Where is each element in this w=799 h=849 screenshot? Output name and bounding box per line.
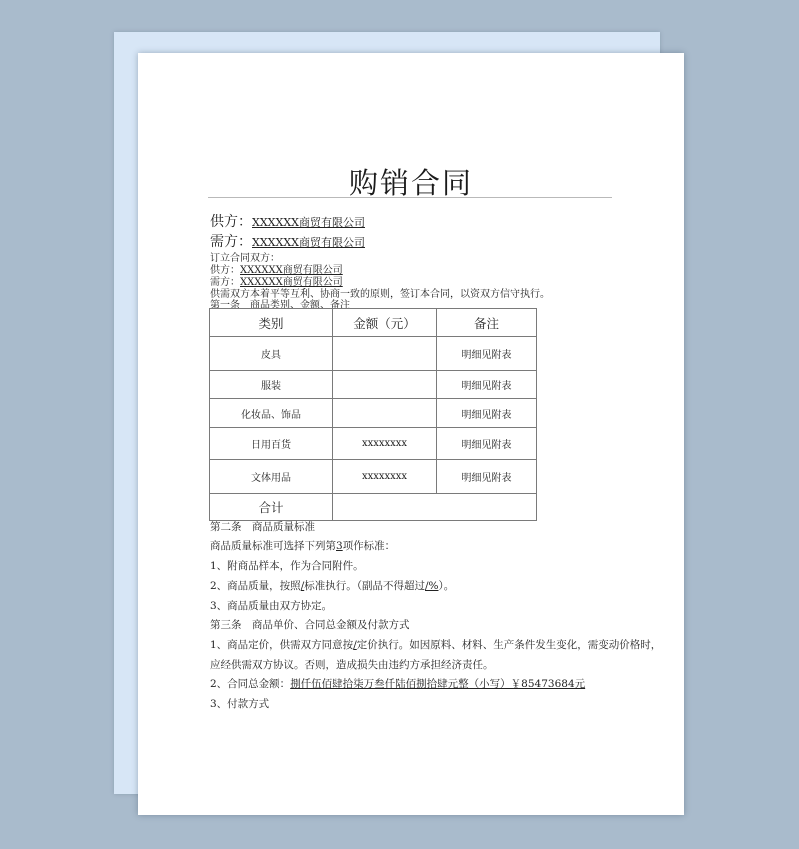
quality-standard-blank: / xyxy=(300,580,305,592)
quality-item-1: 1、附商品样本，作为合同附件。 xyxy=(210,560,364,572)
title-divider xyxy=(208,197,612,198)
note-cell: 明细见附表 xyxy=(437,460,537,494)
amount-cell xyxy=(333,399,437,428)
category-cell: 服装 xyxy=(210,371,333,399)
supplier-name: XXXXXX商贸有限公司 xyxy=(252,216,365,229)
table-row xyxy=(210,428,537,460)
defect-rate-blank: /% xyxy=(424,580,439,592)
document-title: 购销合同 xyxy=(348,166,473,200)
supplier-line-large xyxy=(210,211,365,231)
amount-cell: xxxxxxxx xyxy=(333,460,437,494)
table-header-row xyxy=(210,309,537,337)
category-cell: 日用百货 xyxy=(210,428,333,460)
total-amount-label: 2、合同总金额： xyxy=(210,678,291,690)
price-item-1 xyxy=(210,637,661,652)
note-cell: 明细见附表 xyxy=(437,399,537,428)
preamble: 供需双方本着平等互利、协商一致的原则，签订本合同，以资双方信守执行。 xyxy=(210,289,550,300)
table-row xyxy=(210,371,537,399)
article-3-heading: 第三条 商品单价、合同总金额及付款方式 xyxy=(210,619,410,631)
header-category: 类别 xyxy=(210,309,333,337)
buyer-label: 需方： xyxy=(210,234,252,250)
contract-page xyxy=(138,53,684,815)
total-value-cell xyxy=(333,494,537,521)
table-row xyxy=(210,460,537,494)
quality-choice: 3 xyxy=(336,540,343,552)
supplier-small-label: 供方： xyxy=(210,265,240,276)
total-label: 合计 xyxy=(210,494,333,521)
amount-cell: xxxxxxxx xyxy=(333,428,437,460)
quality-intro-suffix: 项作标准： xyxy=(342,540,396,552)
category-cell: 化妆品、饰品 xyxy=(210,399,333,428)
buyer-small-label: 需方： xyxy=(210,277,240,288)
parties-intro: 订立合同双方： xyxy=(210,253,280,264)
quality-item-2-end: ）。 xyxy=(438,580,455,592)
buyer-name: XXXXXX商贸有限公司 xyxy=(252,236,365,249)
buyer-line-large xyxy=(210,231,365,251)
amount-cell xyxy=(333,371,437,399)
amount-cell xyxy=(333,337,437,371)
supplier-small-name: XXXXXX商贸有限公司 xyxy=(240,265,343,276)
quality-item-2 xyxy=(210,578,454,593)
table-row xyxy=(210,337,537,371)
note-cell: 明细见附表 xyxy=(437,371,537,399)
pricing-basis-blank: / xyxy=(353,639,357,651)
header-amount: 金额（元） xyxy=(333,309,437,337)
note-cell: 明细见附表 xyxy=(437,337,537,371)
price-item-1-rest: 定价执行。如因原料、材料、生产条件发生变化，需变动价格时， xyxy=(356,639,662,651)
quality-item-2-middle: 标准执行。（副品不得超过 xyxy=(304,580,425,592)
category-cell: 文体用品 xyxy=(210,460,333,494)
price-item-2 xyxy=(210,676,585,691)
table-total-row xyxy=(210,494,537,521)
note-cell: 明细见附表 xyxy=(437,428,537,460)
quality-intro-text: 商品质量标准可选择下列第 xyxy=(210,540,336,552)
price-item-3: 3、付款方式 xyxy=(210,698,270,710)
goods-table xyxy=(209,308,537,521)
table-row xyxy=(210,399,537,428)
category-cell: 皮具 xyxy=(210,337,333,371)
total-amount-value: 捌仟伍佰肆拾柒万叁仟陆佰捌拾肆元整（小写）￥85473684元 xyxy=(290,678,586,690)
price-item-1-line-2: 应经供需双方协议。否则，造成损失由违约方承担经济责任。 xyxy=(210,659,494,671)
quality-item-2-text: 2、商品质量，按照 xyxy=(210,580,301,592)
buyer-small-name: XXXXXX商贸有限公司 xyxy=(240,277,343,288)
quality-intro xyxy=(210,538,395,553)
quality-item-3: 3、商品质量由双方协定。 xyxy=(210,600,333,612)
header-note: 备注 xyxy=(437,309,537,337)
price-item-1-text: 1、商品定价，供需双方同意按 xyxy=(210,639,354,651)
article-1-heading: 第一条 商品类别、金额、备注 xyxy=(210,300,350,311)
supplier-label: 供方： xyxy=(210,214,252,230)
article-2-heading: 第二条 商品质量标准 xyxy=(210,521,315,533)
